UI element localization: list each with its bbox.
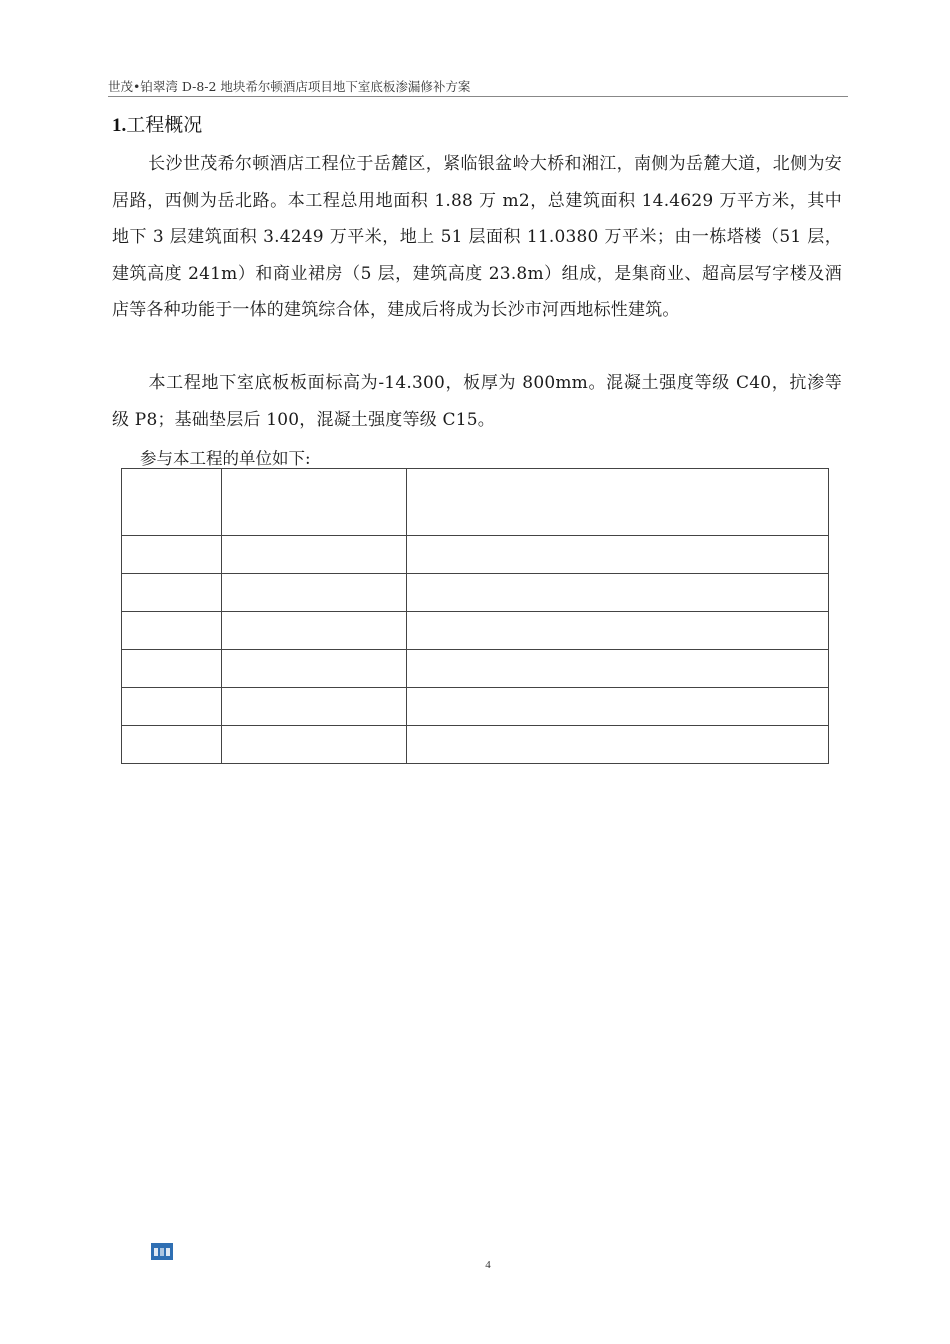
table-cell [222,688,407,726]
section-title [112,112,202,139]
running-header-title: 世茂•铂翠湾 D-8-2 地块希尔顿酒店项目地下室底板渗漏修补方案 [108,79,474,94]
table-cell [407,574,829,612]
running-header [108,78,848,97]
table-cell [122,726,222,764]
table-cell [122,612,222,650]
company-logo-icon [151,1243,173,1260]
table-cell [407,612,829,650]
table-cell [222,574,407,612]
table-caption: 参与本工程的单位如下: [140,449,311,468]
table-cell [122,574,222,612]
table-cell [407,688,829,726]
table-row [122,574,829,612]
table-cell [407,536,829,574]
table-cell [122,688,222,726]
table-cell [122,536,222,574]
table-cell [222,612,407,650]
section-title-text: 工程概况 [126,114,203,136]
table-row [122,536,829,574]
table-row [122,469,829,536]
paragraph-overview-text: 长沙世茂希尔顿酒店工程位于岳麓区，紧临银盆岭大桥和湘江，南侧为岳麓大道，北侧为安居路，西侧为岳北路。本工程总用地面积 1.88 万 m2，总建筑面积 14.4629 万平方米，其中地下 3 层建筑面积 3.4249 万平米，地上 51 层面积 11.0380 万平米；由一栋塔楼（51 层，建筑高度 241m）和商业裙房（5 层，建筑高度 23.8m）组成，是集商业、超高层写字楼及酒店等各种功能于一体的建筑综合体，建成后将成为长沙市河西地标性建筑。 [112,154,842,320]
table-row [122,726,829,764]
table-cell [222,726,407,764]
table-cell [222,536,407,574]
table-cell [122,469,222,536]
table-cell [407,469,829,536]
paragraph-slab-spec-text: 本工程地下室底板板面标高为-14.300，板厚为 800mm。混凝土强度等级 C40，抗渗等级 P8；基础垫层后 100，混凝土强度等级 C15。 [112,373,842,430]
table-row [122,650,829,688]
table-row [122,688,829,726]
paragraph-slab-spec [112,365,842,438]
participating-units-table [121,468,829,764]
table-row [122,612,829,650]
table-cell [407,726,829,764]
logo-mark-icon [153,1246,171,1258]
section-number: 1. [112,115,127,136]
page-number: 4 [485,1259,491,1271]
table-cell [407,650,829,688]
table-cell [222,650,407,688]
paragraph-overview [112,146,842,329]
table-cell [222,469,407,536]
table-cell [122,650,222,688]
